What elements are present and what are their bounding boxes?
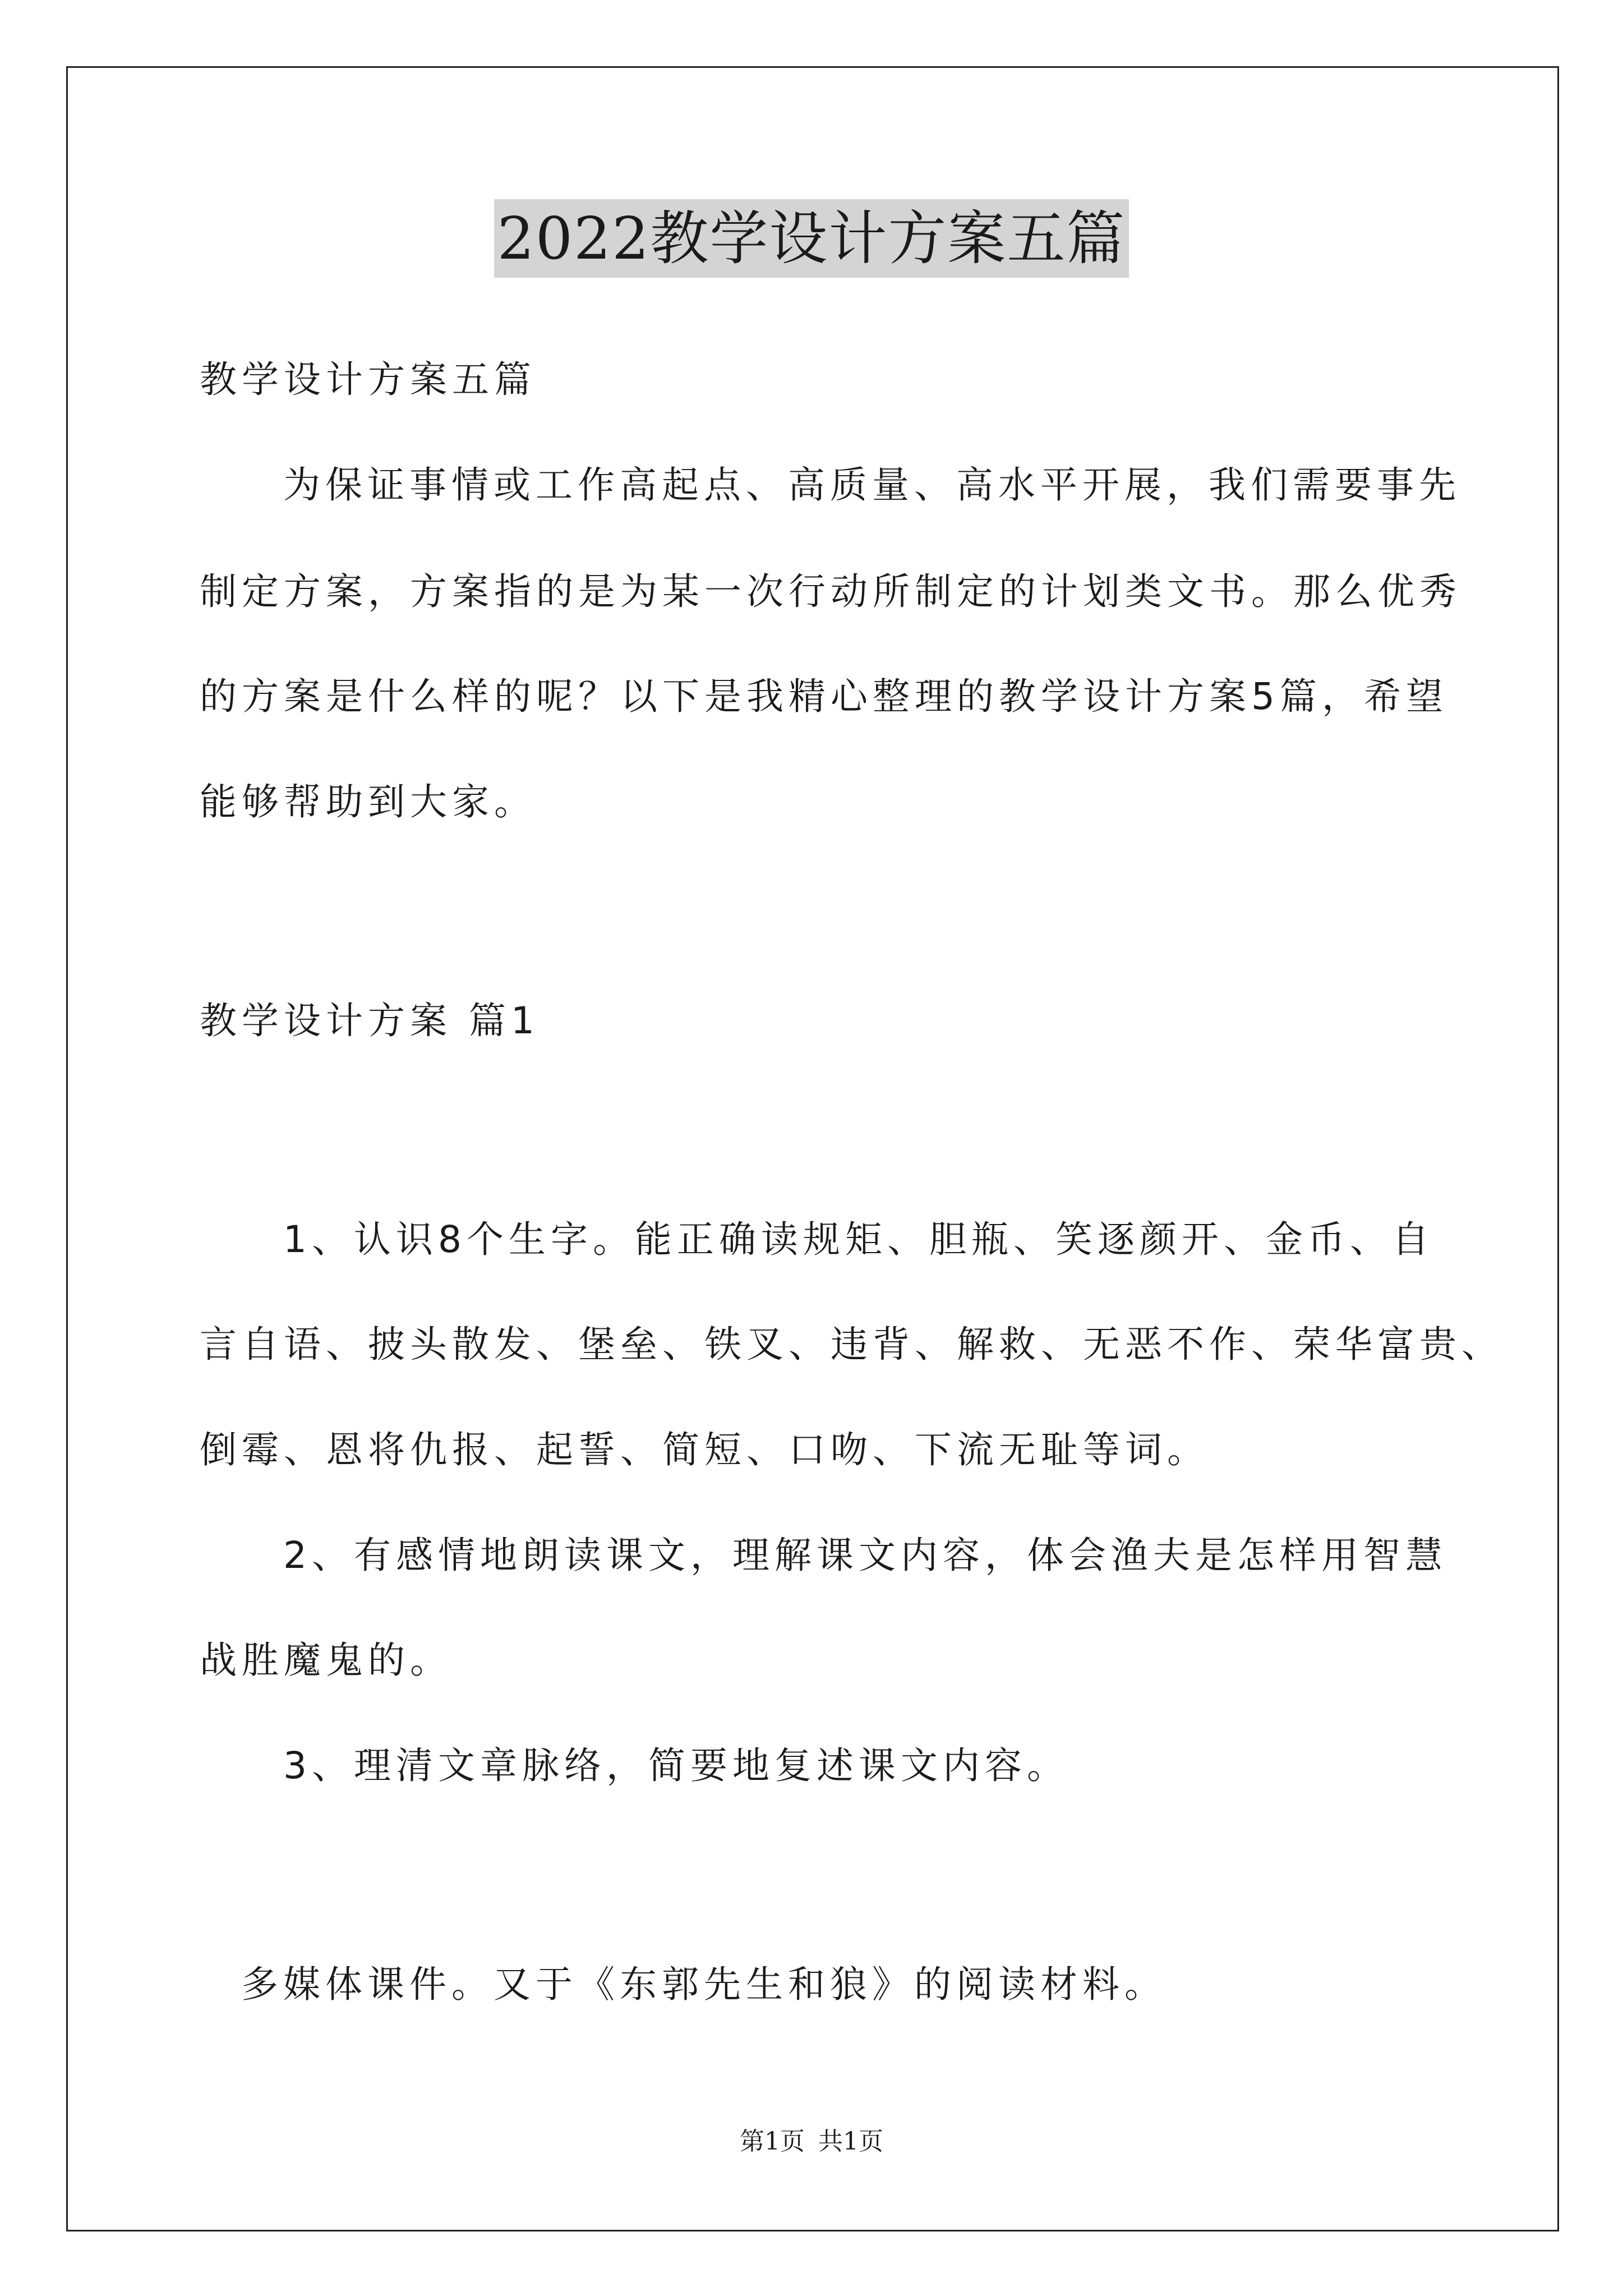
materials-line: 多媒体课件。又于《东郭先生和狼》的阅读材料。: [241, 1963, 1166, 2006]
document-subtitle: 教学设计方案五篇: [200, 358, 536, 401]
document-title: 2022教学设计方案五篇: [494, 199, 1129, 278]
page-footer: 第1页 共1页: [740, 2127, 883, 2156]
objective-2-line-1: 2、有感情地朗读课文，理解课文内容，体会渔夫是怎样用智慧: [283, 1534, 1447, 1577]
section-heading: 教学设计方案 篇1: [200, 999, 540, 1042]
intro-paragraph-line-4: 能够帮助到大家。: [200, 780, 536, 823]
intro-paragraph-line-3: 的方案是什么样的呢？以下是我精心整理的教学设计方案5篇，希望: [200, 675, 1448, 718]
objective-1-line-2: 言自语、披头散发、堡垒、铁叉、违背、解救、无恶不作、荣华富贵、: [200, 1323, 1504, 1366]
intro-paragraph-line-1: 为保证事情或工作高起点、高质量、高水平开展，我们需要事先: [283, 463, 1461, 507]
objective-1-line-3: 倒霉、恩将仇报、起誓、简短、口吻、下流无耻等词。: [200, 1428, 1209, 1471]
objective-2-line-2: 战胜魔鬼的。: [200, 1639, 452, 1682]
objective-3: 3、理清文章脉络，简要地复述课文内容。: [283, 1744, 1069, 1787]
title-container: [0, 199, 1623, 278]
intro-paragraph-line-2: 制定方案，方案指的是为某一次行动所制定的计划类文书。那么优秀: [200, 570, 1461, 613]
objective-1-line-1: 1、认识8个生字。能正确读规矩、胆瓶、笑逐颜开、金币、自: [283, 1218, 1434, 1261]
